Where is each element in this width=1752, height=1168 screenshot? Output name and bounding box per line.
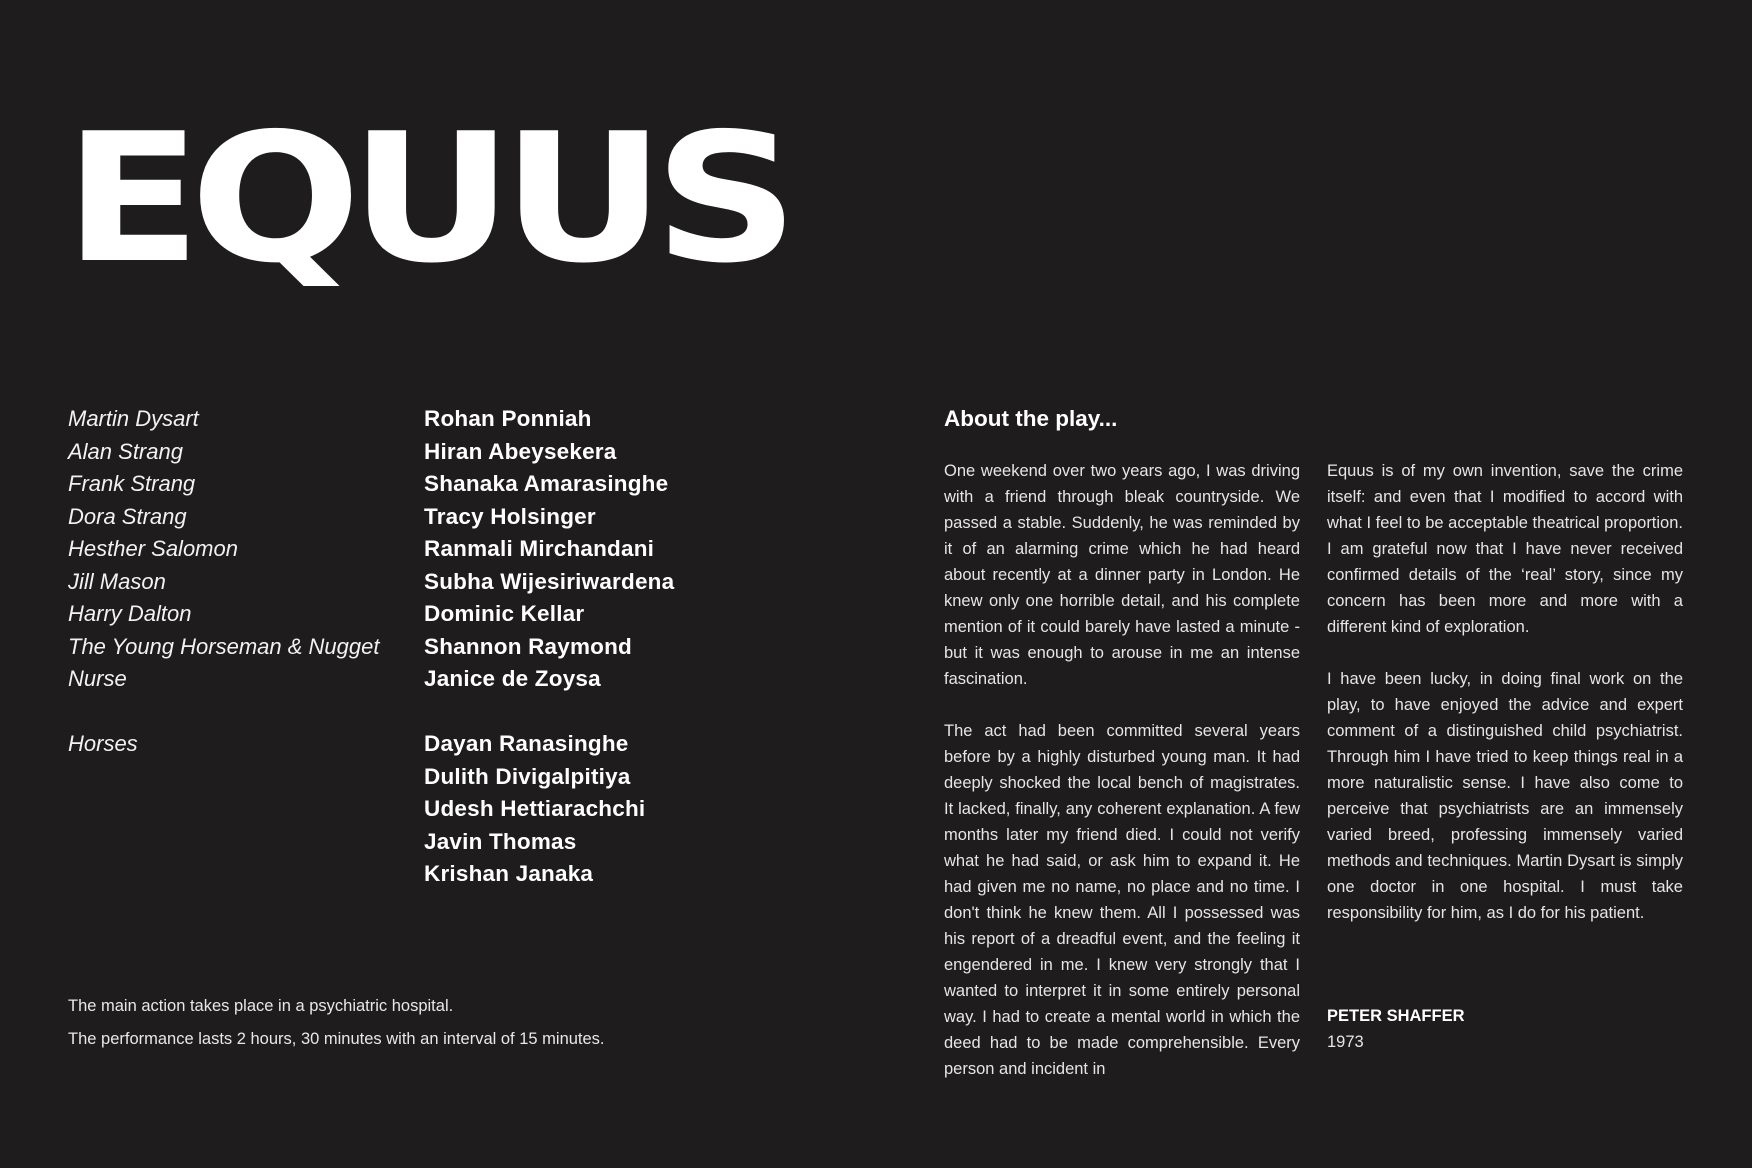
role-name: Hesther Salomon — [68, 536, 238, 561]
author-year: 1973 — [1327, 1033, 1364, 1051]
actor-name: Tracy Holsinger — [424, 503, 596, 529]
play-title: EQUUS — [64, 95, 788, 302]
horse-actor-name: Dayan Ranasinghe — [424, 731, 629, 756]
about-paragraph: The act had been committed several years before by a highly disturbed young man. It had deeply shocked the local bench of magistrates. It lacked, finally, any coherent explanation. A few months later my friend died. I could not verify what he had said, or ask him to expand it. He had given me no name, no place and no time. I don't think he knew them. All I possessed was his report of a dreadful event, and the feeling it engendered in me. I knew very strongly that I wanted to interpret it in some entirely personal way. I had to create a mental world in which the deed had to be made comprehensible. Every person and incident in — [944, 722, 1300, 1078]
performance-notes — [68, 990, 605, 1055]
horse-actor-name: Dulith Divigalpitiya — [424, 763, 631, 789]
role-name: Martin Dysart — [68, 406, 199, 431]
setting-note: The main action takes place in a psychiatric hospital. — [68, 997, 454, 1015]
actor-name: Shannon Raymond — [424, 633, 633, 659]
author-signature — [1327, 1003, 1465, 1055]
role-name: Frank Strang — [68, 471, 196, 496]
horse-actor-name: Udesh Hettiarachchi — [424, 796, 646, 821]
about-paragraph: I have been lucky, in doing final work on the play, to have enjoyed the advice and expert comment of a distinguished child psychiatrist. Through him I have tried to keep things real in a more naturalistic sense. I have also come to perceive that psychiatrists are an immensely varied breed, professing immensely varied methods and techniques. Martin Dysart is simply one doctor in one hospital. I must take responsibility for him, as I do for his patient. — [1327, 670, 1683, 922]
actor-name: Subha Wijesiriwardena — [424, 568, 675, 594]
about-paragraph: One weekend over two years ago, I was driving with a friend through bleak countryside. We passed a stable. Suddenly, he was reminded by it of an alarming crime which he had heard about recently at a dinner party in London. He knew only one horrible detail, and his complete mention of it could barely have lasted a minute - but it was enough to arouse in me an intense fascination. — [944, 462, 1300, 688]
about-column-2 — [1327, 458, 1683, 952]
role-name: Jill Mason — [68, 568, 166, 594]
about-column-1 — [944, 458, 1300, 1108]
cast-actors-list — [424, 403, 674, 891]
role-name: Nurse — [68, 666, 127, 691]
author-name: PETER SHAFFER — [1327, 1007, 1465, 1025]
horse-actor-name: Javin Thomas — [424, 828, 577, 854]
actor-name: Rohan Ponniah — [424, 406, 592, 431]
role-name: The Young Horseman & Nugget — [68, 633, 380, 659]
actor-name: Dominic Kellar — [424, 601, 585, 626]
role-name: Dora Strang — [68, 503, 187, 529]
actor-name: Ranmali Mirchandani — [424, 536, 655, 561]
horse-actor-name: Krishan Janaka — [424, 861, 594, 886]
role-name: Harry Dalton — [68, 601, 192, 626]
duration-note: The performance lasts 2 hours, 30 minutes with an interval of 15 minutes. — [68, 1029, 605, 1048]
cast-roles-list — [68, 403, 379, 761]
role-name: Alan Strang — [68, 438, 183, 464]
role-name-horses: Horses — [68, 731, 138, 756]
actor-name: Hiran Abeysekera — [424, 438, 617, 464]
about-heading: About the play... — [944, 406, 1118, 431]
actor-name: Shanaka Amarasinghe — [424, 471, 669, 496]
about-paragraph: Equus is of my own invention, save the crime itself: and even that I modified to accord with what I feel to be acceptable theatrical proportion. I am grateful now that I have never received confirmed details of the ‘real’ story, since my concern has been more and more with a different kind of exploration. — [1327, 462, 1683, 636]
actor-name: Janice de Zoysa — [424, 666, 601, 691]
